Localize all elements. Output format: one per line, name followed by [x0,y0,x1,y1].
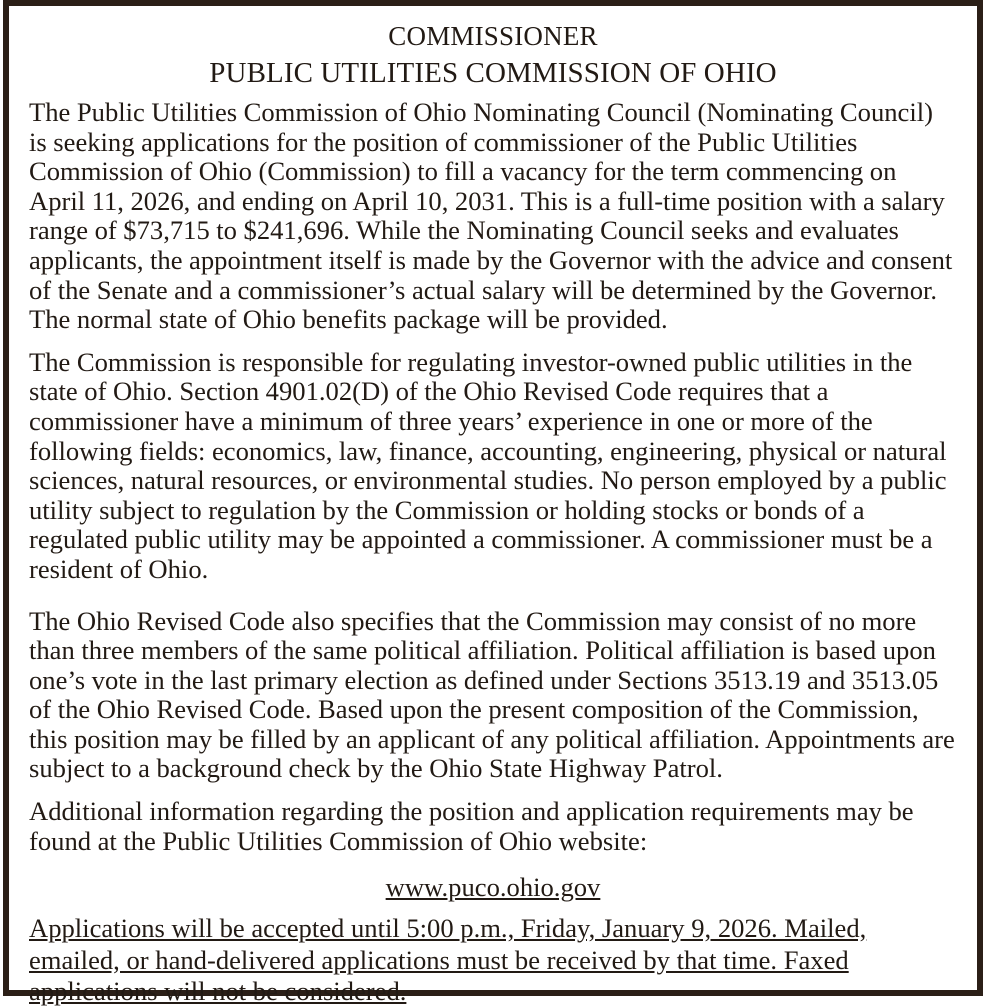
paragraph-political-affiliation: The Ohio Revised Code also specifies that the Commission may consist of no more than three members of the same political affiliation. Political affiliation is based upon one’s vote in the last primary election as defined under Sections 3513.19 and 3513.05 of the Ohio Revised Code. Based upon the present composition of the Commission, this position may be filled by an applicant of any political affiliation. Appointments are subject to a background check by the Ohio State Highway Patrol. [29,605,955,784]
page-title-secondary: PUBLIC UTILITIES COMMISSION OF OHIO [209,57,777,89]
paragraph-application-deadline: Applications will be accepted until 5:00 p.m., Friday, January 9, 2026. Mailed, emailed, or hand-delivered applications must be received by that time. Faxed applications will not be considered. [29,913,867,1007]
website-line [29,872,957,902]
notice-body [29,98,957,1008]
heading-block [29,21,957,89]
paragraph-commission-responsibilities: The Commission is responsible for regulating investor-owned public utilities in the state of Ohio. Section 4901.02(D) of the Ohio Revised Code requires that a commissioner have a minimum of three years’ experience in one or more of the following fields: economics, law, finance, accounting, engineering, physical or natural sciences, natural resources, or environmental studies. No person employed by a public utility subject to regulation by the Commission or holding stocks or bonds of a regulated public utility may be appointed a commissioner. A commissioner must be a resident of Ohio. [29,346,947,584]
website-url-link[interactable]: www.puco.ohio.gov [385,872,601,903]
paragraph-additional-information: Additional information regarding the position and application requirements may be found at the Public Utilities Commission of Ohio website: [29,796,914,856]
paragraph-position-details: The Public Utilities Commission of Ohio Nominating Council (Nominating Council) is seeking applications for the position of commissioner of the Public Utilities Commission of Ohio (Commission) to fill a vacancy for the term commencing on April 11, 2026, and ending on April 10, 2031. This is a full-time position with a salary range of $73,715 to $241,696. While the Nominating Council seeks and evaluates applicants, the appointment itself is made by the Governor with the advice and consent of the Senate and a commissioner’s actual salary will be determined by the Governor. The normal state of Ohio benefits package will be provided. [29,97,953,335]
page-title-primary: COMMISSIONER [388,21,598,51]
notice-document [3,0,983,1007]
